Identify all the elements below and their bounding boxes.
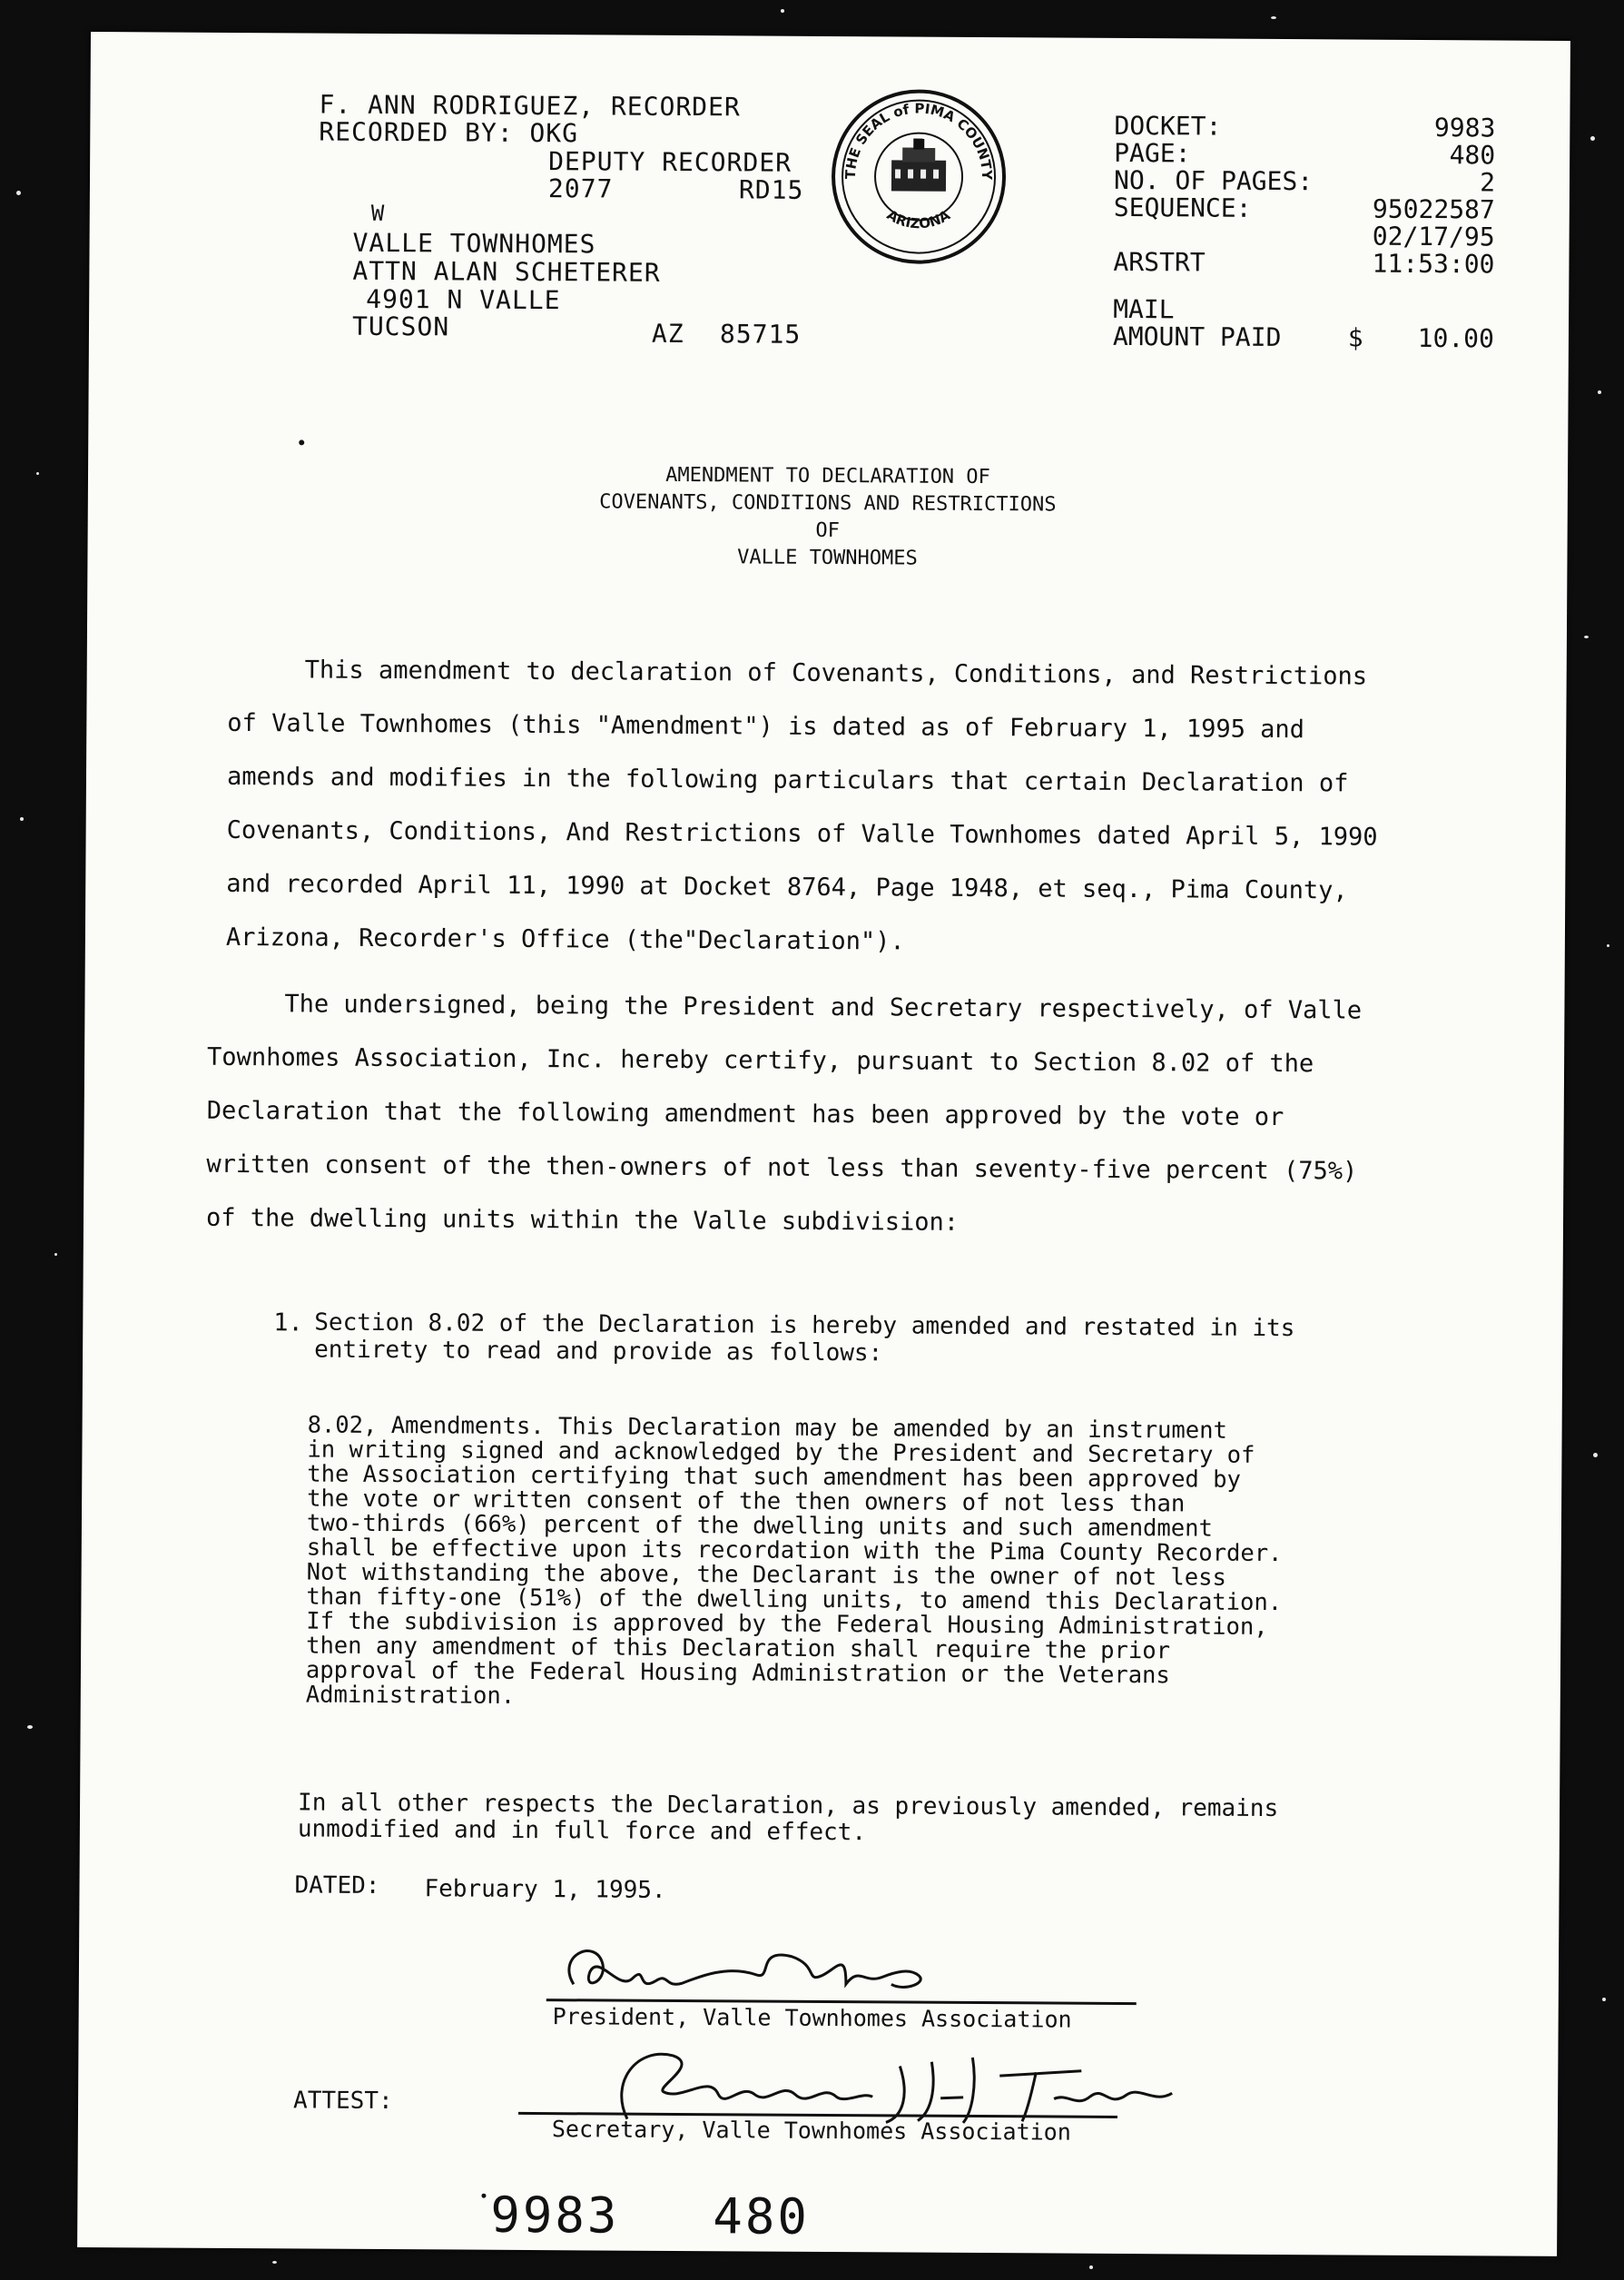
closing-paragraph	[298, 1790, 1278, 1849]
sequence-value: 95022587	[1372, 193, 1495, 225]
currency-symbol: $	[1347, 322, 1363, 353]
amendment-line: Administration.	[305, 1681, 516, 1710]
attest-label: ATTEST:	[292, 2087, 393, 2116]
amendment-line: If the subdivision is approved by the Federal Housing Administration,	[306, 1607, 1268, 1641]
item-1-text	[314, 1309, 1294, 1370]
dated-label: DATED:	[294, 1871, 380, 1900]
pages-value: 2	[1480, 167, 1496, 198]
seal-top-text: THE SEAL of PIMA COUNTY	[842, 100, 996, 181]
footer-dot	[481, 2194, 486, 2198]
closing-line: In all other respects the Declaration, as previously amended, remains	[297, 1789, 1279, 1823]
title-line-1: AMENDMENT TO DECLARATION OF	[665, 463, 990, 489]
recorder-code-a: 2077	[547, 173, 614, 204]
p1-line: Arizona, Recorder's Office (the"Declaration").	[225, 923, 905, 956]
seal-bottom-text: ARIZONA	[883, 206, 953, 232]
type-label: ARSTRT	[1113, 246, 1206, 278]
secretary-signature	[91, 32, 1570, 41]
amendment-line: two-thirds (66%) percent of the dwelling units and such amendment	[306, 1509, 1213, 1543]
title-line-3: OF	[815, 518, 840, 543]
p2-line: Townhomes Association, Inc. hereby certify, pursuant to Section 8.02 of the	[207, 1042, 1314, 1079]
president-title: President, Valle Townhomes Association	[552, 2003, 1072, 2033]
item-number: 1.	[273, 1308, 303, 1337]
p1-line: This amendment to declaration of Covenants, Conditions, and Restrictions	[304, 656, 1368, 691]
docket-label: DOCKET:	[1114, 110, 1222, 142]
stray-mark	[299, 439, 304, 445]
address-state: AZ	[651, 318, 684, 349]
closing-line: unmodified and in full force and effect.	[297, 1815, 867, 1847]
document-title	[87, 459, 1568, 577]
recorded-document-page	[77, 32, 1570, 2256]
pages-label: NO. OF PAGES:	[1113, 164, 1314, 197]
p2-line: Declaration that the following amendment has been approved by the vote or	[206, 1096, 1284, 1132]
recorder-mark: W	[370, 200, 386, 226]
p1-line: of Valle Townhomes (this "Amendment") is dated as of February 1, 1995 and	[227, 708, 1305, 745]
amendment-line: than fifty-one (51%) of the dwelling units, to amend this Declaration.	[306, 1583, 1283, 1617]
p2-line: The undersigned, being the President and Secretary respectively, of Valle	[284, 990, 1363, 1025]
amount-value: 10.00	[1417, 322, 1495, 354]
page-value: 480	[1449, 140, 1496, 171]
amendment-8-02-text	[306, 1413, 1284, 1713]
sequence-label: SEQUENCE:	[1113, 192, 1252, 223]
page-label: PAGE:	[1114, 137, 1191, 169]
amendment-line: 8.02, Amendments. This Declaration may be amended by an instrument	[307, 1411, 1227, 1445]
address-attn: ATTN ALAN SCHETERER	[352, 255, 661, 288]
county-seal	[829, 87, 1008, 266]
amendment-line: the Association certifying that such amendment has been approved by	[307, 1460, 1241, 1494]
delivery-method: MAIL	[1113, 293, 1175, 325]
address-name: VALLE TOWNHOMES	[352, 227, 596, 260]
amendment-line: in writing signed and acknowledged by the President and Secretary of	[307, 1436, 1255, 1469]
recording-info	[1112, 110, 1496, 354]
p1-line: and recorded April 11, 1990 at Docket 8764, Page 1948, et seq., Pima County,	[226, 869, 1348, 905]
title-line-4: VALLE TOWNHOMES	[737, 546, 918, 570]
secretary-title: Secretary, Valle Townhomes Association	[551, 2116, 1071, 2146]
svg-text:ARIZONA	[884, 206, 953, 232]
address-city: TUCSON	[351, 311, 450, 342]
recorded-by: RECORDED BY: OKG	[319, 116, 579, 149]
recorder-code-b: RD15	[738, 174, 804, 205]
title-line-2: COVENANTS, CONDITIONS AND RESTRICTIONS	[599, 490, 1057, 517]
docket-value: 9983	[1433, 113, 1496, 143]
amendment-line: the vote or written consent of the then owners of not less than	[307, 1485, 1186, 1518]
item-line: entirety to read and provide as follows:	[314, 1336, 883, 1367]
paragraph-2	[206, 977, 1524, 1253]
p2-line: written consent of the then-owners of not less than seventy-five percent (75%)	[206, 1150, 1358, 1186]
recorded-time: 11:53:00	[1372, 248, 1495, 280]
president-signature	[91, 32, 1570, 41]
recorded-date: 02/17/95	[1372, 221, 1495, 252]
recorder-name: F. ANN RODRIGUEZ, RECORDER	[319, 89, 741, 123]
amendment-line: approval of the Federal Housing Administration or the Veterans	[305, 1656, 1170, 1690]
p2-line: of the dwelling units within the Valle subdivision:	[205, 1203, 960, 1237]
amendment-line: Not withstanding the above, the Declarant is the owner of not less	[306, 1558, 1226, 1592]
p1-line: Covenants, Conditions, And Restrictions of Valle Townhomes dated April 5, 1990	[226, 815, 1378, 852]
address-zip: 85715	[719, 319, 802, 350]
paragraph-1	[226, 643, 1526, 972]
footer-page: 480	[713, 2187, 811, 2245]
footer-docket: 9983	[490, 2186, 620, 2245]
address-street: 4901 N VALLE	[366, 283, 561, 316]
p1-line: amends and modifies in the following particulars that certain Declaration of	[226, 762, 1349, 798]
deputy-recorder: DEPUTY RECORDER	[548, 146, 792, 178]
amendment-line: shall be effective upon its recordation with the Pima County Recorder.	[306, 1534, 1283, 1568]
dated-value: February 1, 1995.	[424, 1875, 666, 1904]
item-line: Section 8.02 of the Declaration is hereby amended and restated in its	[314, 1308, 1295, 1343]
amendment-line: then any amendment of this Declaration shall require the prior	[306, 1632, 1171, 1665]
amount-label: AMOUNT PAID	[1112, 321, 1282, 353]
